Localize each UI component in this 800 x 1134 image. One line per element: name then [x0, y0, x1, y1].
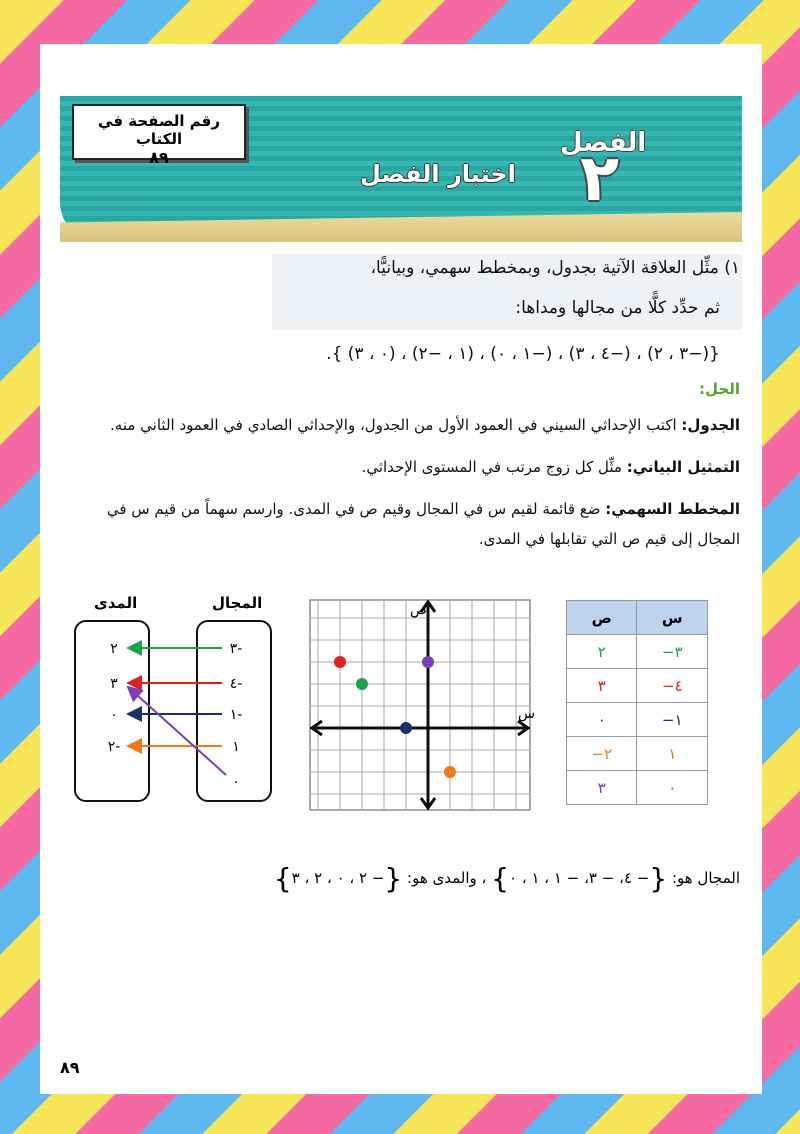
book-page-box [72, 104, 246, 167]
range-header: المدى [94, 594, 138, 612]
page-number: ٨٩ [60, 1058, 80, 1077]
mapping-arrow [128, 687, 226, 775]
range-value: ٣ [110, 676, 118, 692]
solution-heading: الحل: [699, 380, 740, 398]
domain-value: ٤- [229, 676, 243, 692]
table-header-x: س [637, 601, 708, 635]
table-row [567, 771, 708, 805]
graph-text: مثِّل كل زوج مرتب في المستوى الإحداثي. [361, 458, 627, 476]
arrow-mapping [60, 600, 290, 810]
range-label: ، والمدى هو: [407, 869, 487, 887]
graph-point [334, 656, 346, 668]
arrow-text: ضع قائمة لقيم س في المجال وقيم ص في المدى. وارسم سهماً من قيم س في المجال إلى قيم ص التي تقابلها في المدى. [106, 500, 740, 548]
table-term: الجدول: [681, 416, 740, 434]
domain-header: المجال [212, 594, 263, 612]
table-cell-y: ٠ [567, 703, 637, 737]
table-row [567, 669, 708, 703]
table-cell-x: −٤ [637, 669, 708, 703]
table-cell-x: −٣ [637, 635, 708, 669]
domain-value: ٣- [229, 641, 243, 657]
arrow-term: المخطط السهمي: [605, 500, 740, 518]
question-line-2: ثم حدِّد كلًّا من مجالها ومداها: [515, 298, 720, 318]
domain-label: المجال هو: [671, 869, 740, 887]
table-row [567, 635, 708, 669]
table-instruction [80, 410, 740, 440]
graph-point [400, 722, 412, 734]
brace-open: { [649, 862, 668, 895]
table-cell-y: ٣ [567, 669, 637, 703]
table-cell-x: ٠ [637, 771, 708, 805]
range-value: ٢- [107, 739, 121, 755]
table-cell-y: ٣ [567, 771, 637, 805]
range-value: ٢ [110, 641, 118, 657]
brace-open: { [384, 862, 403, 895]
y-axis-label: ص [410, 602, 427, 618]
graph-point [422, 656, 434, 668]
table-header-y: ص [567, 601, 637, 635]
domain-value: ١- [229, 707, 243, 723]
table-row [567, 703, 708, 737]
book-page-number: ٨٩ [149, 148, 169, 167]
graph-instruction [80, 452, 740, 482]
graph-point [356, 678, 368, 690]
domain-range-statement [274, 862, 740, 895]
brace-close: } [491, 862, 509, 895]
x-axis-label: س [518, 706, 536, 722]
domain-value: ١ [232, 739, 240, 755]
table-row [567, 737, 708, 771]
book-page-label: رقم الصفحة في الكتاب [98, 112, 220, 148]
brace-close: } [273, 862, 292, 895]
table-cell-y: ٢ [567, 635, 637, 669]
chapter-title: اختبار الفصل [360, 160, 516, 188]
table-cell-x: ١ [637, 737, 708, 771]
values-table [566, 600, 708, 805]
domain-value: ٠ [232, 774, 240, 790]
graph-point [444, 766, 456, 778]
question-line-1: ١) مثِّل العلاقة الآتية بجدول، وبمخطط سهمي، وبيانيًّا، [370, 258, 740, 278]
range-value: ٠ [110, 707, 118, 723]
arrow-instruction [80, 494, 740, 554]
table-text: اكتب الإحداثي السيني في العمود الأول من الجدول، والإحداثي الصادي في العمود الثاني منه. [110, 416, 682, 434]
graph-frame [310, 600, 530, 810]
graph-term: التمثيل البياني: [626, 458, 740, 476]
table-cell-x: −١ [637, 703, 708, 737]
chapter-number: ٢ [580, 142, 620, 216]
chapter-label: الفصل [560, 128, 647, 158]
domain-values: − ٤، − ٣، − ١ ، ١ ، ٠ [509, 869, 650, 887]
relation-set: {(−٣ ، ٢) ، (−٤ ، ٣) ، (−١ ، ٠) ، (١ ، −٢) ، (٠ ، ٣) }. [326, 344, 720, 364]
range-values: − ٢ ، ٠ ، ٢ ، ٣ [291, 869, 385, 887]
table-cell-y: −٢ [567, 737, 637, 771]
coordinate-graph [300, 596, 550, 816]
